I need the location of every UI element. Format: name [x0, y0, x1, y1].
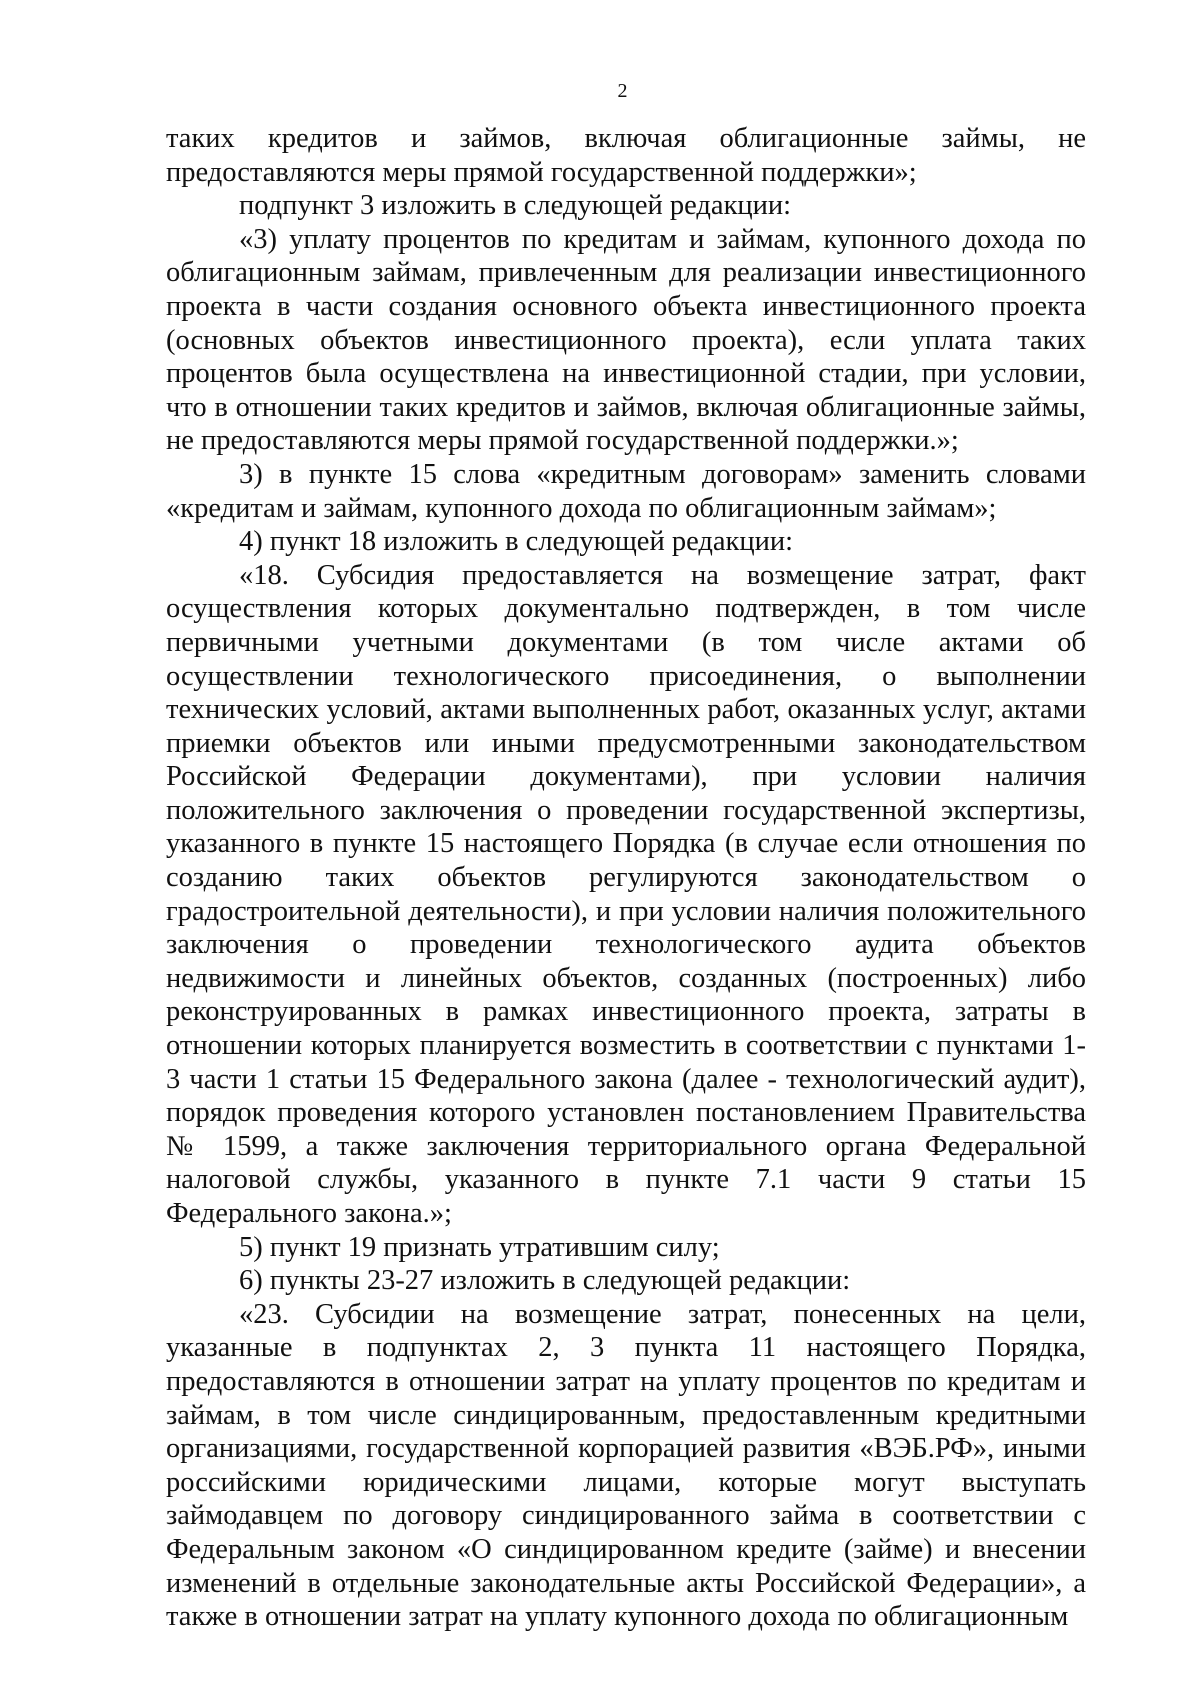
paragraph-subpoint-3-intro: подпункт 3 изложить в следующей редакции: [239, 190, 792, 222]
paragraph-item-3: 3) в пункте 15 слова «кредитным договорам» заменить словами «кредитам и займам, купонного дохода по облигационным займам»; [166, 458, 1086, 524]
page-number: 2 [617, 80, 628, 102]
paragraph-item-5: 5) пункт 19 признать утратившим силу; [239, 1231, 720, 1263]
paragraph-point-18: «18. Субсидия предоставляется на возмещение затрат, факт осуществления которых документально подтвержден, в том числе первичными учетными документами (в том числе актами об осуществлении технологического присоединения, о выполнении технических условий, актами выполненных работ, оказанных услуг, актами приемки объектов или иными предусмотренными законодательством Российской Федерации документами), при условии наличия положительного заключения о проведении государственной экспертизы, указанного в пункте 15 настоящего Порядка (в случае если отношения по созданию таких объектов регулируются законодательством о градостроительной деятельности), и при условии наличия положительного заключения о проведении технологического аудита объектов недвижимости и линейных объектов, созданных (построенных) либо реконструированных в рамках инвестиционного проекта, затраты в отношении которых планируется возместить в соответствии с пунктами 1-3 части 1 статьи 15 Федерального закона (далее - технологический аудит), порядок проведения которого установлен постановлением Правительства № 1599, а также заключения территориального органа Федеральной налоговой службы, указанного в пункте 7.1 части 9 статьи 15 Федерального закона.»; [166, 559, 1086, 1229]
paragraph-continuation: таких кредитов и займов, включая облигационные займы, не предоставляются меры прямой государственной поддержки»; [166, 123, 1086, 188]
paragraph-item-4: 4) пункт 18 изложить в следующей редакции: [239, 526, 794, 558]
paragraph-point-23: «23. Субсидии на возмещение затрат, понесенных на цели, указанные в подпунктах 2, 3 пункта 11 настоящего Порядка, предоставляются в отношении затрат на уплату процентов по кредитам и займам, в том числе синдицированным, предоставленным кредитными организациями, государственной корпорацией развития «ВЭБ.РФ», иными российскими юридическими лицами, которые могут выступать займодавцем по договору синдицированного займа в соответствии с Федеральным законом «О синдицированном кредите (займе) и внесении изменений в отдельные законодательные акты Российской Федерации», а также в отношении затрат на уплату купонного дохода по облигационным [166, 1298, 1086, 1633]
paragraph-subpoint-3-text: «3) уплату процентов по кредитам и займам, купонного дохода по облигационным займам, привлеченным для реализации инвестиционного проекта в части создания основного объекта инвестиционного проекта (основных объектов инвестиционного проекта), если уплата таких процентов была осуществлена на инвестиционной стадии, при условии, что в отношении таких кредитов и займов, включая облигационные займы, не предоставляются меры прямой государственной поддержки.»; [166, 223, 1086, 457]
paragraph-item-6: 6) пункты 23-27 изложить в следующей редакции: [239, 1265, 851, 1297]
document-body [166, 122, 1086, 1634]
